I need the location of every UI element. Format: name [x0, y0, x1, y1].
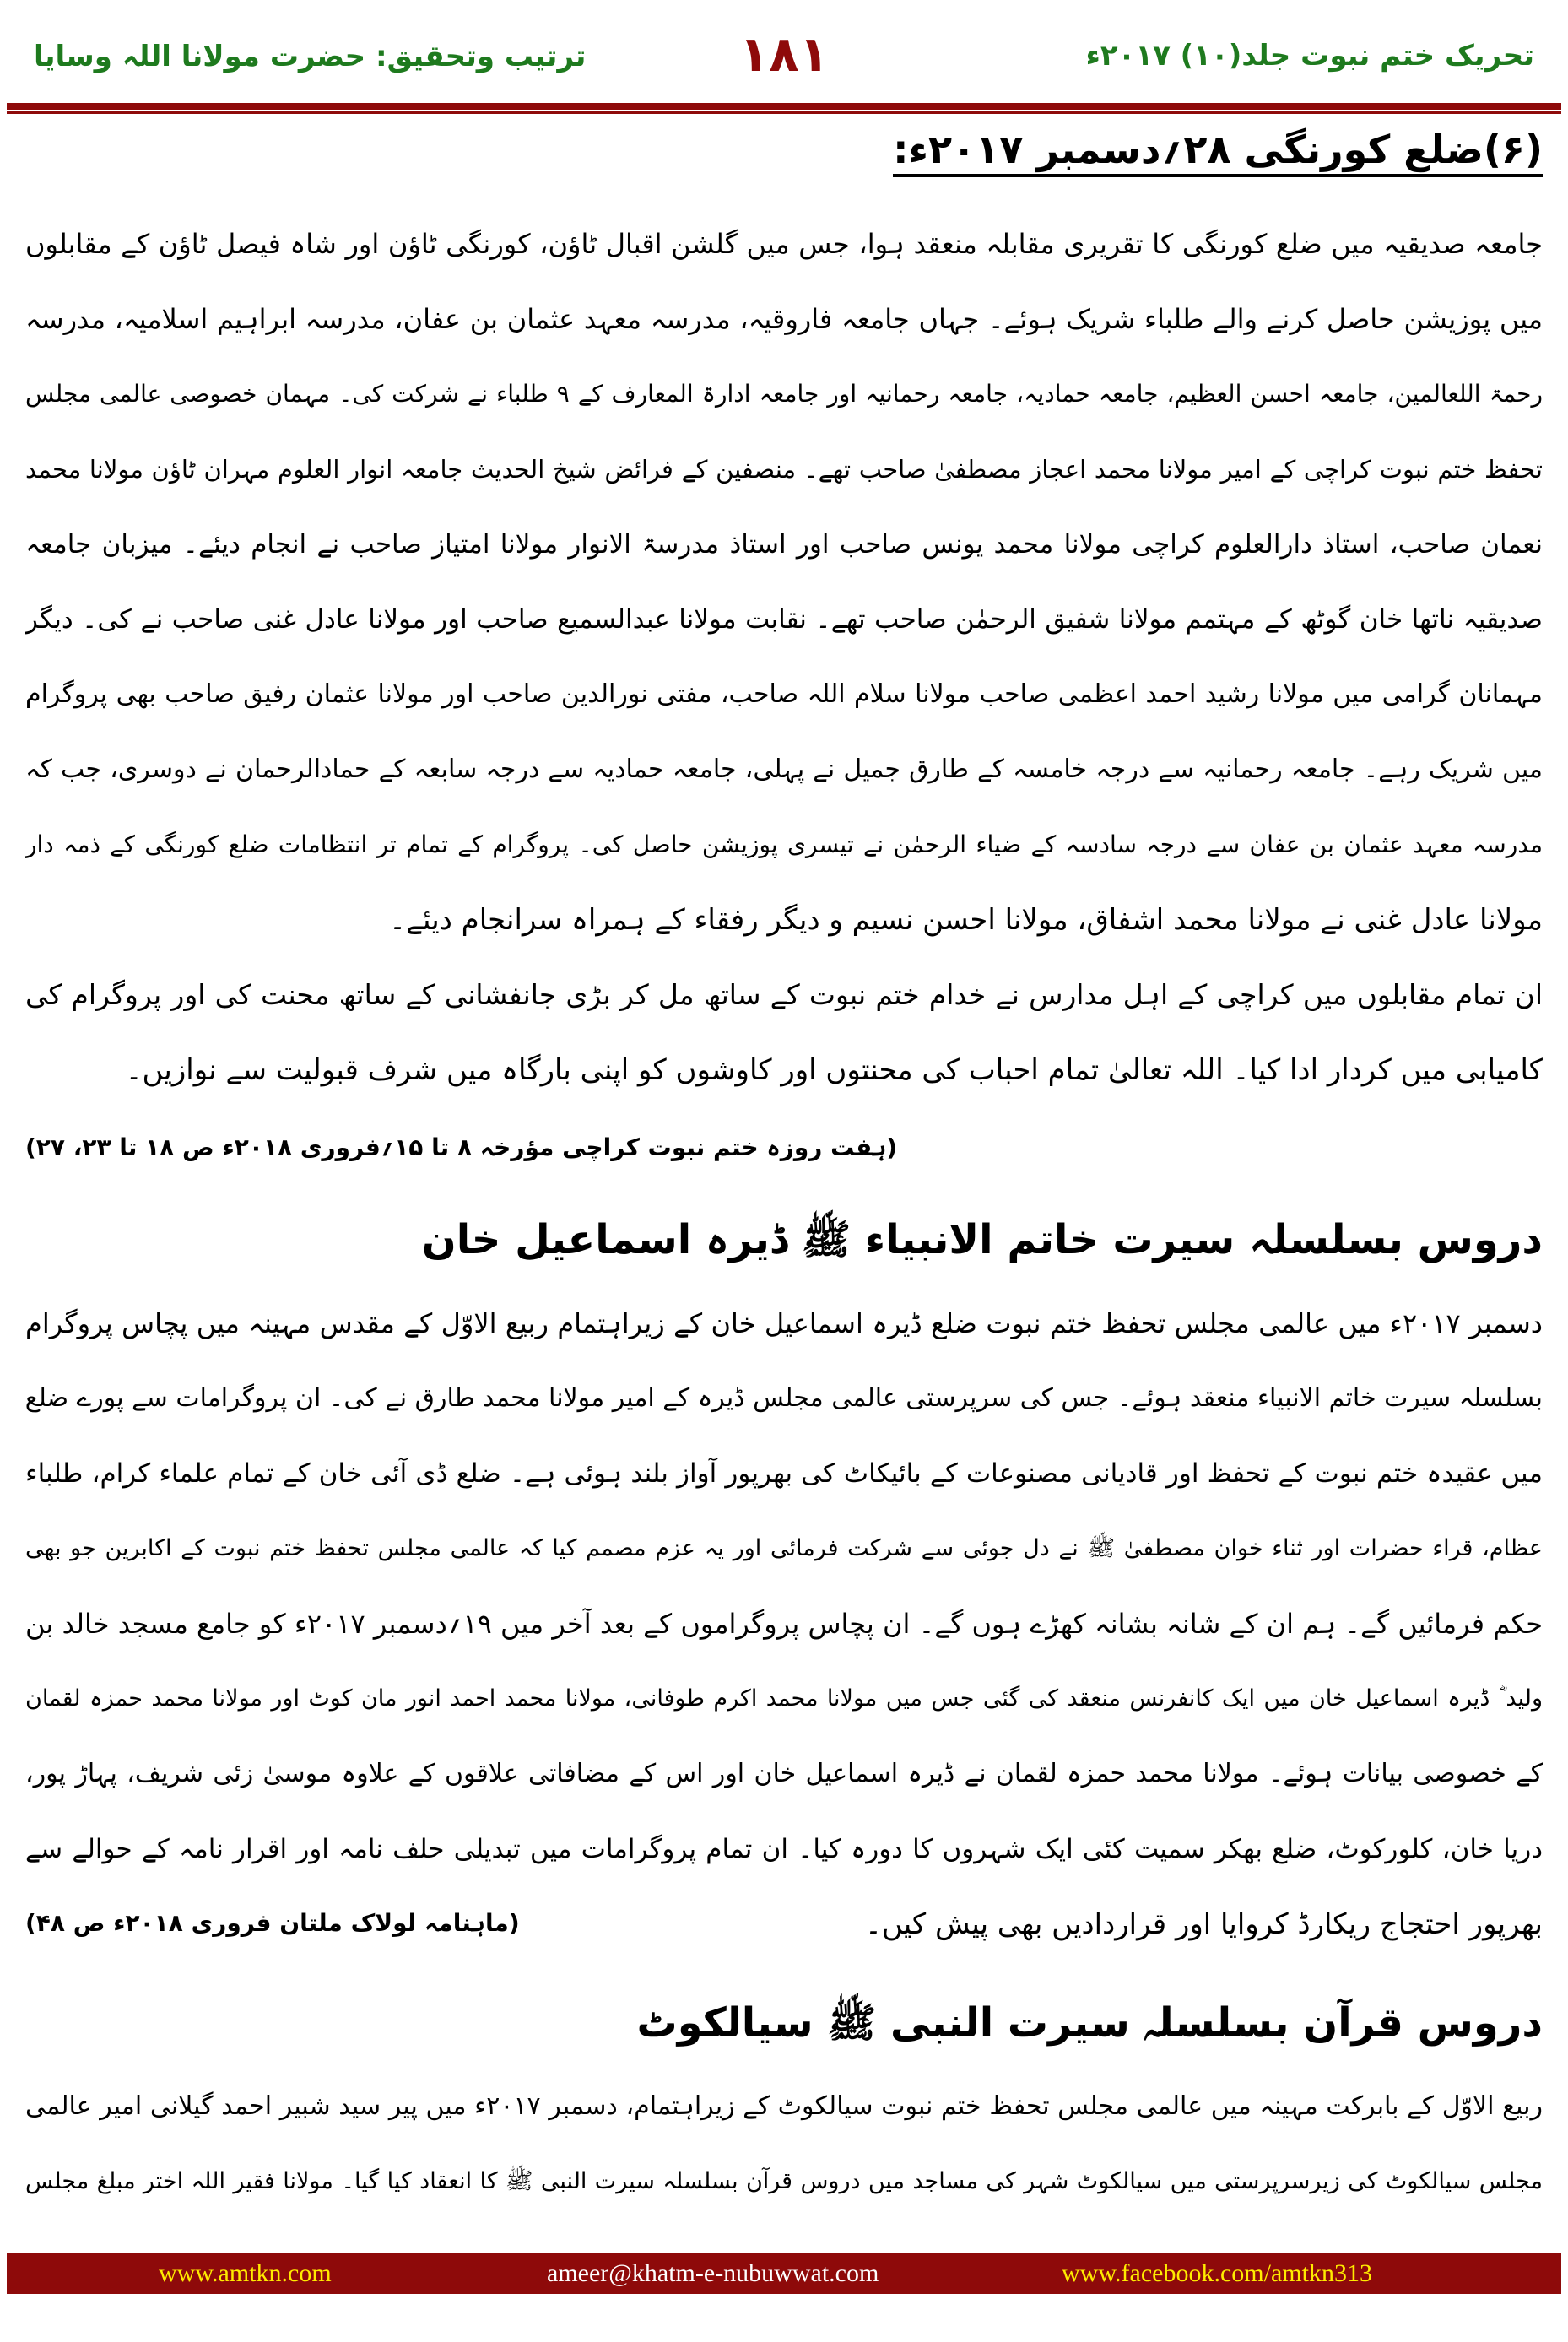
facebook-link[interactable]: www.facebook.com/amtkn313 [1062, 2259, 1372, 2287]
text-line: نعمان صاحب، استاذ دارالعلوم کراچی مولانا محمد یونس صاحب اور استاذ مدرسۃ الانوار مولانا امتیاز صاحب نے انجام دیئے۔ میزبان جامعہ [25, 529, 1543, 560]
text-line: رحمۃ اللعالمین، جامعہ احسن العظیم، جامعہ حمادیہ، جامعہ رحمانیہ اور جامعہ ادارۃ المعارف کے ۹ طلباء نے شرکت کی۔ مہمان خصوصی عالمی مجلس [25, 380, 1543, 408]
section-heading-dera-ismail-khan: دروس بسلسلہ سیرت خاتم الانبیاء ﷺ ڈیرہ اسماعیل خان [421, 1216, 1543, 1263]
header-rule-thin [7, 111, 1561, 114]
text-line: کامیابی میں کردار ادا کیا۔ اللہ تعالیٰ تمام احباب کی محنتوں اور کاوشوں کو اپنی بارگاہ میں شرف قبولیت سے نوازیں۔ [125, 1053, 1543, 1087]
text-line: میں پوزیشن حاصل کرنے والے طلباء شریک ہوئے۔ جہاں جامعہ فاروقیہ، مدرسہ معہد عثمان بن عفان، مدرسہ ابراہیم اسلامیہ، مدرسہ [25, 303, 1543, 335]
book-title: تحریک ختم نبوت جلد(۱۰) ۲۰۱۷ء [1085, 39, 1534, 73]
text-line: عظام، قراء حضرات اور ثناء خوان مصطفیٰ ﷺ نے دل جوئی سے شرکت فرمائی اور یہ عزم مصمم کیا کہ عالمی مجلس تحفظ ختم نبوت کے اکابرین جو بھی [25, 1535, 1543, 1561]
text-line: جامعہ صدیقیہ میں ضلع کورنگی کا تقریری مقابلہ منعقد ہوا، جس میں گلشن اقبال ٹاؤن، کورنگی ٹاؤن اور شاہ فیصل ٹاؤن کے مقابلوں [25, 228, 1543, 260]
text-line: مجلس سیالکوٹ کی زیرسرپرستی میں سیالکوٹ شہر کی مساجد میں دروس قرآن بسلسلہ سیرت النبی ﷺ کا انعقاد کیا گیا۔ مولانا فقیر اللہ اختر مبلغ مجلس [25, 2168, 1543, 2194]
text-line: ربیع الاوّل کے بابرکت مہینہ میں عالمی مجلس تحفظ ختم نبوت سیالکوٹ کے زیراہتمام، دسمبر ۲۰۱۷ء میں پیر سید شبیر احمد گیلانی امیر عالمی [25, 2091, 1543, 2121]
page-number: ۱۸۱ [738, 25, 830, 83]
text-line: صدیقیہ ناتھا خان گوٹھ کے مہتمم مولانا شفیق الرحمٰن صاحب تھے۔ نقابت مولانا عبدالسمیع صاحب اور مولانا عادل غنی صاحب نے کی۔ دیگر [25, 604, 1543, 635]
text-line: بھرپور احتجاج ریکارڈ کروایا اور قراردادیں بھی پیش کیں۔ [864, 1907, 1543, 1941]
section-heading-sialkot: دروس قرآن بسلسلہ سیرت النبی ﷺ سیالکوٹ [636, 1999, 1543, 2047]
text-line: مہمانان گرامی میں مولانا رشید احمد اعظمی صاحب مولانا سلام اللہ صاحب، مفتی نورالدین صاحب اور مولانا عثمان رفیق صاحب بھی پروگرام [25, 679, 1543, 709]
compiler-credit: ترتیب وتحقیق: حضرت مولانا اللہ وسایا [34, 40, 587, 73]
text-line: دسمبر ۲۰۱۷ء میں عالمی مجلس تحفظ ختم نبوت ضلع ڈیرہ اسماعیل خان کے زیراہتمام ربیع الاوّل کے مقدس مہینہ میں پچاس پروگرام [25, 1307, 1543, 1339]
citation: (ماہنامہ لولاک ملتان فروری ۲۰۱۸ء ص ۴۸) [25, 1909, 520, 1937]
text-line: ولید ؓ ڈیرہ اسماعیل خان میں ایک کانفرنس منعقد کی گئی جس میں مولانا محمد اکرم طوفانی، مولانا محمد احمد انور مان کوٹ اور مولانا محمد حمزہ لقمان [25, 1685, 1543, 1712]
footer-bar [7, 2253, 1561, 2294]
section-heading-korangi: (۶)ضلع کورنگی ۲۸؍دسمبر ۲۰۱۷ء: [893, 127, 1543, 177]
text-line: کے خصوصی بیانات ہوئے۔ مولانا محمد حمزہ لقمان نے ڈیرہ اسماعیل خان اور اس کے مضافاتی علاقوں کے علاوہ موسیٰ زئی شریف، پہاڑ پور، [25, 1759, 1543, 1788]
text-line: حکم فرمائیں گے۔ ہم ان کے شانہ بشانہ کھڑے ہوں گے۔ ان پچاس پروگراموں کے بعد آخر میں ۱۹؍دسمبر ۲۰۱۷ء کو جامع مسجد خالد بن [25, 1608, 1543, 1640]
text-line: بسلسلہ سیرت خاتم الانبیاء منعقد ہوئے۔ جس کی سرپرستی عالمی مجلس ڈیرہ کے امیر مولانا محمد طارق نے کی۔ ان پروگرامات سے پورے ضلع [25, 1383, 1543, 1413]
text-line: دریا خان، کلورکوٹ، ضلع بھکر سمیت کئی ایک شہروں کا دورہ کیا۔ ان تمام پروگرامات میں تبدیلی حلف نامہ اور اقرار نامہ کے حوالے سے [25, 1834, 1543, 1864]
text-line: میں شریک رہے۔ جامعہ رحمانیہ سے درجہ خامسہ کے طارق جمیل نے پہلی، جامعہ حمادیہ سے درجہ سابعہ کے حمادالرحمان نے دوسری، جب کہ [25, 755, 1543, 784]
header-rule [7, 103, 1561, 110]
text-line: تحفظ ختم نبوت کراچی کے امیر مولانا محمد اعجاز مصطفیٰ صاحب تھے۔ منصفین کے فرائض شیخ الحدیث جامعہ انوار العلوم مہران ٹاؤن مولانا محمد [25, 455, 1543, 484]
website-link[interactable]: www.amtkn.com [159, 2259, 332, 2287]
text-line: مولانا عادل غنی نے مولانا محمد اشفاق، مولانا احسن نسیم و دیگر رفقاء کے ہمراہ سرانجام دیئے۔ [389, 903, 1543, 937]
text-line: میں عقیدہ ختم نبوت کے تحفظ اور قادیانی مصنوعات کے بائیکاٹ کی بھرپور آواز بلند ہوئی ہے۔ ضلع ڈی آئی خان کے تمام علماء کرام، طلباء [25, 1458, 1543, 1489]
citation: (ہفت روزہ ختم نبوت کراچی مؤرخہ ۸ تا ۱۵؍فروری ۲۰۱۸ء ص ۱۸ تا ۲۳، ۲۷) [25, 1133, 898, 1161]
text-line: مدرسہ معہد عثمان بن عفان سے درجہ سادسہ کے ضیاء الرحمٰن نے تیسری پوزیشن حاصل کی۔ پروگرام کے تمام تر انتظامات ضلع کورنگی کے ذمہ دار [25, 830, 1543, 858]
text-line: ان تمام مقابلوں میں کراچی کے اہل مدارس نے خدام ختم نبوت کے ساتھ مل کر بڑی جانفشانی کے ساتھ محنت کی اور پروگرام کی [25, 978, 1543, 1011]
email-link[interactable]: ameer@khatm-e-nubuwwat.com [547, 2259, 879, 2287]
